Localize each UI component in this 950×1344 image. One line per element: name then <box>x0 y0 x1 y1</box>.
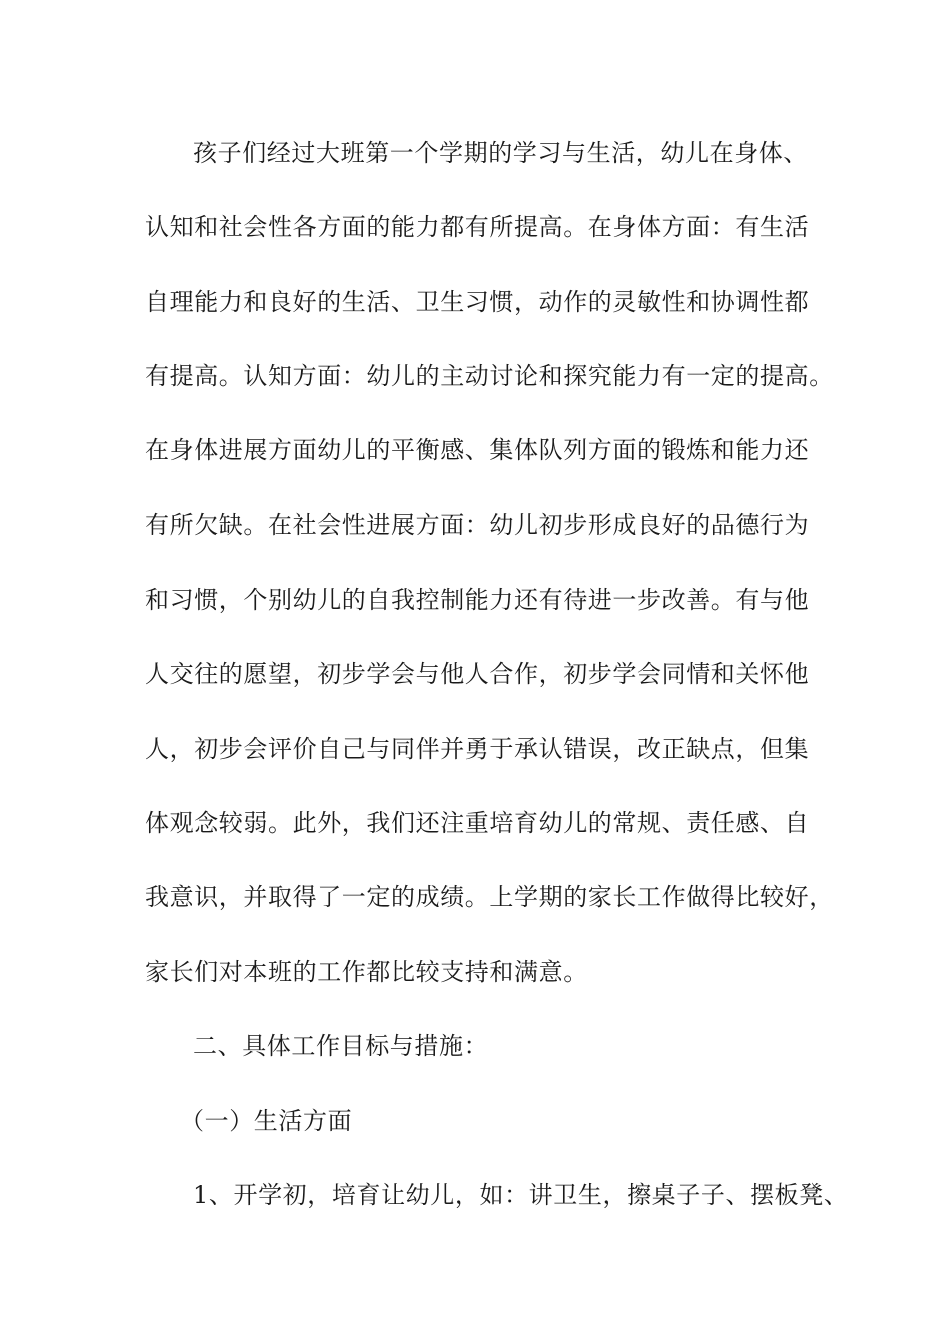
paragraph-line-4: 有提高。认知方面：幼儿的主动讨论和探究能力有一定的提高。 <box>145 362 834 390</box>
paragraph-line-5: 在身体进展方面幼儿的平衡感、集体队列方面的锻炼和能力还 <box>145 436 810 464</box>
paragraph-line-3: 自理能力和良好的生活、卫生习惯，动作的灵敏性和协调性都 <box>145 288 810 316</box>
paragraph-line-12: 家长们对本班的工作都比较支持和满意。 <box>145 958 588 986</box>
paragraph-line-1: 孩子们经过大班第一个学期的学习与生活，幼儿在身体、 <box>193 139 808 167</box>
paragraph-line-7: 和习惯，个别幼儿的自我控制能力还有待进一步改善。有与他 <box>145 586 810 614</box>
paragraph-line-10: 体观念较弱。此外，我们还注重培育幼儿的常规、责任感、自 <box>145 809 810 837</box>
paragraph-line-2: 认知和社会性各方面的能力都有所提高。在身体方面：有生活 <box>145 213 810 241</box>
paragraph-line-6: 有所欠缺。在社会性进展方面：幼儿初步形成良好的品德行为 <box>145 511 810 539</box>
paragraph-line-8: 人交往的愿望，初步学会与他人合作，初步学会同情和关怀他 <box>145 660 810 688</box>
paragraph-line-11: 我意识，并取得了一定的成绩。上学期的家长工作做得比较好， <box>145 883 834 911</box>
list-item-1: 1、开学初，培育让幼儿，如：讲卫生，擦桌子子、摆板凳、 <box>193 1181 849 1209</box>
paragraph-line-9: 人，初步会评价自己与同伴并勇于承认错误，改正缺点，但集 <box>145 735 810 763</box>
section-heading: 二、具体工作目标与措施： <box>193 1032 489 1060</box>
subsection-heading: （一）生活方面 <box>180 1107 353 1135</box>
